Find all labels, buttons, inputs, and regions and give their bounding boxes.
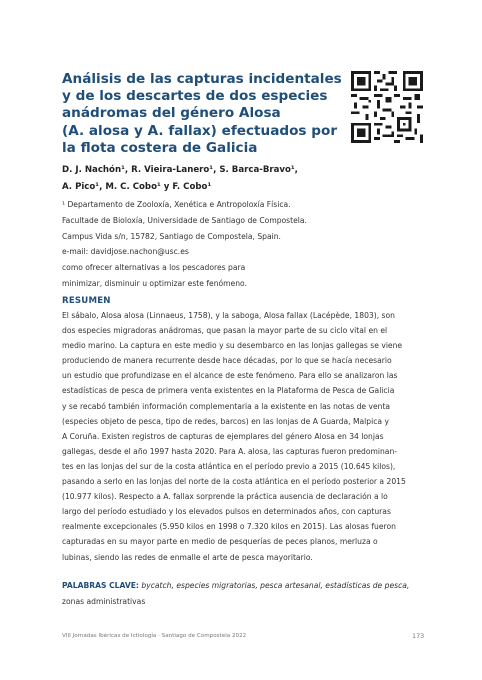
affiliation-line: como ofrecer alternativas a los pescadores para — [62, 263, 246, 273]
abstract-line: capturadas en su mayor parte en medio de pesquerías de peces planos, merluza o — [62, 537, 378, 547]
abstract-line: lubinas, siendo las redes de enmalle el arte de pesca mayoritario. — [62, 552, 313, 562]
abstract-line: largo del período estudiado y los elevados pulsos en determinados años, con capturas — [62, 507, 391, 517]
abstract-line: medio marino. La captura en este medio y su desembarco en las lonjas gallegas se viene — [62, 341, 403, 351]
abstract-line: produciendo de manera recurrente desde hace décadas, por lo que se hacía necesario — [62, 356, 392, 366]
keywords-label: PALABRAS CLAVE: — [62, 581, 139, 590]
keywords-line: zonas administrativas — [62, 596, 146, 606]
affiliation-block — [62, 197, 362, 292]
affiliation-line: minimizar, disminuir u optimizar este fenómeno. — [62, 278, 247, 288]
authors-line: D. J. Nachón¹, R. Vieira-Lanero¹, S. Barca-Bravo¹, — [62, 165, 298, 175]
title-line: la flota costera de Galicia — [62, 139, 258, 156]
abstract-line: El sábalo, Alosa alosa (Linnaeus, 1758), y la saboga, Alosa fallax (Lacépède, 1803), son — [62, 311, 395, 320]
abstract-line: (especies objeto de pesca, tipo de redes, barcos) en las lonjas de A Guarda, Malpica y — [62, 416, 389, 426]
affiliation-line: ¹ Departamento de Zooloxía, Xenética e Antropoloxía Física. — [62, 200, 291, 209]
page-number: 173 — [412, 632, 425, 640]
keywords-block — [62, 578, 428, 609]
author-list — [62, 162, 362, 195]
affiliation-line: Campus Vida s/n, 15782, Santiago de Compostela, Spain. — [62, 231, 281, 241]
abstract-line: un estudio que profundizase en el alcance de este fenómeno. Para ello se analizaron las — [62, 371, 398, 381]
abstract-line: (10.977 kilos). Respecto a A. fallax sorprende la práctica ausencia de declaración a lo — [62, 492, 388, 502]
abstract-line: dos especies migradoras anádromas, que pasan la mayor parte de su ciclo vital en el — [62, 326, 388, 336]
abstract-line: y se recabó también información complementaria a la existente en las notas de venta — [62, 401, 391, 411]
title-line: Análisis de las capturas incidentales — [62, 71, 342, 87]
keywords-text: bycatch, especies migratorias, pesca artesanal, estadísticas de pesca, — [138, 581, 410, 590]
title-line: anádromas del género Alosa — [62, 105, 281, 122]
email-link[interactable]: e-mail: davidjose.nachon@usc.es — [62, 247, 189, 257]
abstract-line: estadísticas de pesca de primera venta existentes en la Plataforma de Pesca de Galicia — [62, 386, 395, 396]
abstract-heading: RESUMEN — [62, 296, 111, 306]
abstract-line: tes en las lonjas del sur de la costa atlántica en el período previo a 2015 (10.645 kilos), — [62, 461, 396, 471]
abstract-line: realmente excepcionales (5.950 kilos en 1998 o 7.320 kilos en 2015). Las alosas fueron — [62, 522, 396, 532]
paper-title — [62, 71, 342, 157]
abstract-line: pasando a serlo en las lonjas del norte de la costa atlántica en el período posterior a 2015 — [62, 477, 406, 487]
abstract-line: gallegas, desde el año 1997 hasta 2020. Para A. alosa, las capturas fueron predominan- — [62, 446, 398, 456]
keywords-line — [62, 578, 428, 594]
title-line: (A. alosa y A. fallax) efectuados por — [62, 122, 338, 139]
affiliation-line: Facultade de Bioloxía, Universidade de Santiago de Compostela. — [62, 215, 307, 225]
abstract-body — [62, 308, 428, 565]
title-line: y de los descartes de dos especies — [62, 88, 328, 105]
authors-line: A. Pico¹, M. C. Cobo¹ y F. Cobo¹ — [62, 181, 212, 192]
footer-text: VIII Jornadas Ibéricas de Ictiología · Santiago de Compostela 2022 — [62, 633, 247, 639]
qr-code-icon — [351, 71, 423, 143]
abstract-line: A Coruña. Existen registros de capturas de ejemplares del género Alosa en 34 lonjas — [62, 431, 384, 441]
